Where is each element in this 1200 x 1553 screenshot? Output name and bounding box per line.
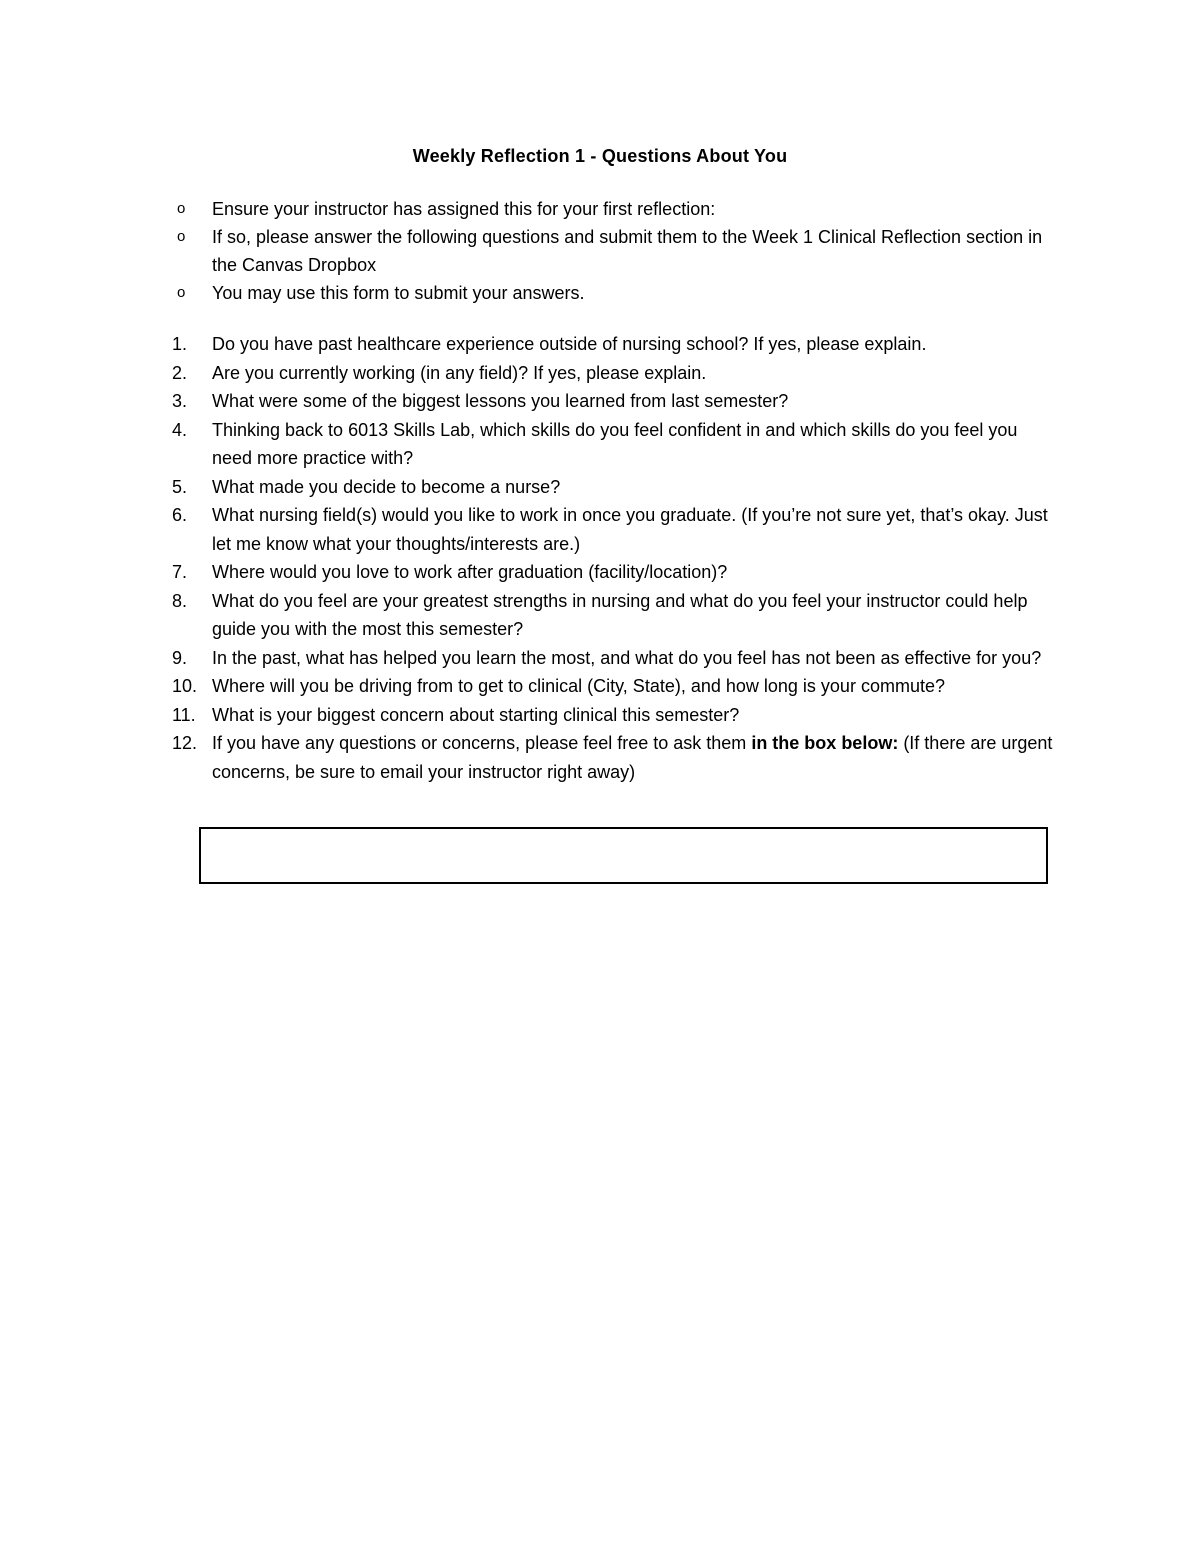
- question-item: [0, 416, 1200, 473]
- question-number: 6.: [172, 505, 188, 525]
- question-item: [0, 587, 1200, 644]
- question-number: 7.: [172, 562, 188, 582]
- question-text-before: If you have any questions or concerns, please feel free to ask them: [212, 733, 752, 753]
- instructions-list: [0, 195, 1200, 307]
- instruction-item: [0, 195, 1200, 223]
- question-text: What were some of the biggest lessons you learned from last semester?: [212, 391, 789, 411]
- question-text: Thinking back to 6013 Skills Lab, which skills do you feel confident in and which skills do you feel you need more practice with?: [212, 419, 1018, 468]
- question-text: What is your biggest concern about starting clinical this semester?: [212, 704, 740, 725]
- question-item: [0, 387, 1200, 416]
- question-item: [0, 359, 1200, 388]
- question-item: [0, 558, 1200, 587]
- question-item: [0, 729, 1200, 786]
- question-number: 4.: [172, 419, 188, 440]
- question-number: 5.: [172, 476, 188, 497]
- instruction-item: [0, 279, 1200, 307]
- question-text: Are you currently working (in any field)? If yes, please explain.: [212, 362, 707, 383]
- bullet-marker: o: [177, 200, 186, 217]
- question-number: 11.: [172, 704, 196, 725]
- instruction-item: [0, 223, 1200, 279]
- question-item: [0, 501, 1200, 558]
- answer-box[interactable]: [199, 827, 1048, 884]
- question-text: What do you feel are your greatest strengths in nursing and what do you feel your instructor could help guide you with the most this semester?: [212, 590, 1028, 639]
- question-text-bold: in the box below:: [751, 733, 899, 753]
- question-item: [0, 330, 1200, 359]
- question-number: 12.: [172, 733, 198, 753]
- question-number: 9.: [172, 647, 188, 668]
- question-item: [0, 473, 1200, 502]
- question-item: [0, 672, 1200, 701]
- question-number: 10.: [172, 676, 198, 696]
- instruction-text: You may use this form to submit your answers.: [212, 283, 585, 303]
- question-text-after: (If there are urgent concerns, be sure to email your instructor right away): [212, 733, 1053, 782]
- question-number: 2.: [172, 362, 188, 383]
- question-number: 3.: [172, 391, 188, 411]
- question-number: 1.: [172, 334, 188, 354]
- question-item: [0, 644, 1200, 673]
- question-text: Where will you be driving from to get to clinical (City, State), and how long is your commute?: [212, 676, 945, 696]
- question-text: In the past, what has helped you learn the most, and what do you feel has not been as effective for you?: [212, 647, 1042, 668]
- instruction-text: If so, please answer the following questions and submit them to the Week 1 Clinical Reflection section in the Canvas Dropbox: [212, 227, 1043, 275]
- question-item: [0, 701, 1200, 730]
- page-title: Weekly Reflection 1 - Questions About You: [412, 146, 788, 166]
- question-text: Where would you love to work after graduation (facility/location)?: [212, 562, 728, 582]
- question-text: Do you have past healthcare experience outside of nursing school? If yes, please explain.: [212, 334, 927, 354]
- bullet-marker: o: [177, 228, 186, 245]
- question-text: What nursing field(s) would you like to work in once you graduate. (If you’re not sure yet, that’s okay. Just let me know what your thoughts/interests are.): [212, 505, 1048, 554]
- question-text: What made you decide to become a nurse?: [212, 476, 561, 497]
- question-number: 8.: [172, 590, 188, 611]
- instruction-text: Ensure your instructor has assigned this for your first reflection:: [212, 199, 716, 219]
- questions-list: [0, 330, 1200, 786]
- bullet-marker: o: [177, 284, 186, 301]
